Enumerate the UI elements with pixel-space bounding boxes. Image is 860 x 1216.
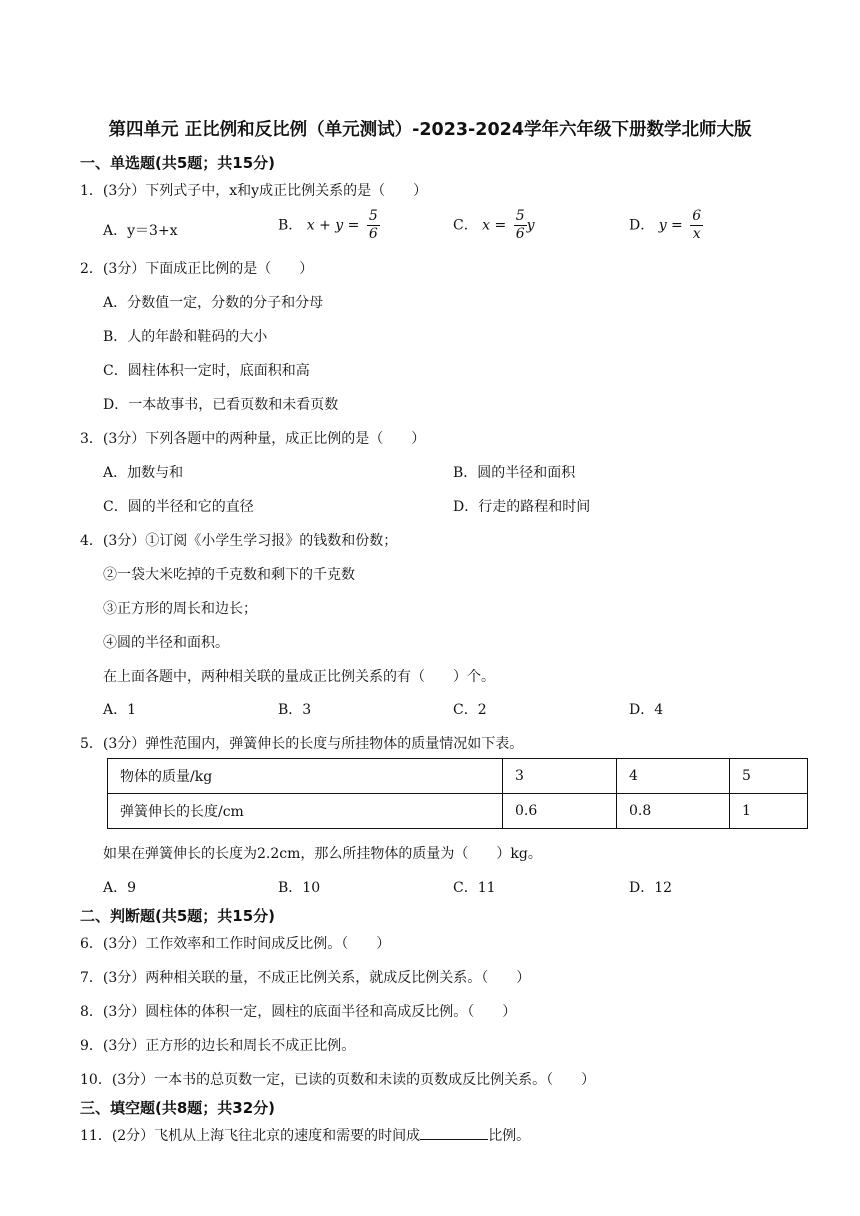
- q4-option-c[interactable]: C．2: [453, 702, 487, 718]
- fraction-denominator: 6: [515, 226, 525, 242]
- question-10: 10．(3分）一本书的总页数一定，已读的页数和未读的页数成反比例关系。（ ）: [80, 1072, 596, 1088]
- table-cell: 4: [617, 759, 730, 794]
- fraction-denominator: x: [692, 226, 701, 242]
- question-1-stem: 1．(3分）下列式子中，x和y成正比例关系的是（ ）: [80, 183, 428, 199]
- q5-option-b[interactable]: B．10: [278, 880, 321, 896]
- q4-item-3: ③正方形的周长和边长；: [103, 601, 257, 617]
- q5-question: 如果在弹簧伸长的长度为2.2cm，那么所挂物体的质量为（ ）kg。: [103, 846, 542, 862]
- q4-option-b[interactable]: B．3: [278, 702, 312, 718]
- q1-option-a-label: A．: [103, 223, 128, 239]
- q1-option-a-text: y＝3+x: [127, 223, 178, 239]
- q3-option-a[interactable]: A．加数与和: [103, 465, 184, 481]
- q1-option-c-fraction: [514, 208, 527, 243]
- q4-item-4: ④圆的半径和面积。: [103, 635, 229, 651]
- question-6: 6．(3分）工作效率和工作时间成反比例。（ ）: [80, 936, 391, 952]
- q4-item-2: ②一袋大米吃掉的千克数和剩下的千克数: [103, 567, 355, 583]
- question-5-stem: 5．(3分）弹性范围内，弹簧伸长的长度与所挂物体的质量情况如下表。: [80, 736, 524, 752]
- question-11-text-after: 比例。: [488, 1128, 531, 1144]
- q3-option-c[interactable]: C．圆的半径和它的直径: [103, 499, 254, 515]
- q2-option-d[interactable]: D．一本故事书，已看页数和未看页数: [103, 397, 339, 413]
- question-4-stem: 4．(3分）①订阅《小学生学习报》的钱数和份数；: [80, 533, 398, 549]
- q1-option-c-expr: x =: [482, 217, 507, 234]
- q4-question: 在上面各题中，两种相关联的量成正比例关系的有（ ）个。: [103, 669, 495, 685]
- section-heading-fill-in: 三、填空题(共8题；共32分): [80, 1099, 276, 1117]
- question-11: [80, 1125, 530, 1145]
- q1-option-b-fraction: [367, 208, 380, 243]
- question-7: 7．(3分）两种相关联的量，不成正比例关系，就成反比例关系。（ ）: [80, 970, 531, 986]
- question-11-text-before: 11．(2分）飞机从上海飞往北京的速度和需要的时间成: [80, 1128, 421, 1144]
- question-2-stem: 2．(3分）下面成正比例的是（ ）: [80, 261, 314, 277]
- q4-option-a[interactable]: A．1: [103, 702, 137, 718]
- q1-option-d-fraction: [690, 208, 703, 243]
- q3-option-d[interactable]: D．行走的路程和时间: [453, 499, 591, 515]
- question-3-stem: 3．(3分）下列各题中的两种量，成正比例的是（ ）: [80, 431, 426, 447]
- q1-option-c-label: C．: [453, 217, 478, 234]
- q3-option-b[interactable]: B．圆的半径和面积: [453, 465, 576, 481]
- table-cell: 物体的质量/kg: [108, 759, 503, 794]
- question-9: 9．(3分）正方形的边长和周长不成正比例。: [80, 1038, 356, 1054]
- table-row: [108, 794, 808, 829]
- table-cell: 0.6: [503, 794, 617, 829]
- fraction-numerator: 6: [692, 208, 702, 224]
- table-row: [108, 759, 808, 794]
- table-cell: 3: [503, 759, 617, 794]
- q2-option-b[interactable]: B．人的年龄和鞋码的大小: [103, 329, 268, 345]
- fraction-denominator: 6: [368, 226, 378, 242]
- section-heading-true-false: 二、判断题(共5题；共15分): [80, 907, 276, 925]
- q5-option-d[interactable]: D．12: [629, 880, 673, 896]
- q1-option-c[interactable]: [453, 208, 535, 243]
- fraction-numerator: 5: [368, 208, 378, 224]
- q1-option-d-label: D．: [629, 217, 655, 234]
- q1-option-a[interactable]: [103, 220, 178, 240]
- table-cell: 弹簧伸长的长度/cm: [108, 794, 503, 829]
- fraction-numerator: 5: [515, 208, 525, 224]
- question-8: 8．(3分）圆柱体的体积一定，圆柱的底面半径和高成反比例。（ ）: [80, 1004, 517, 1020]
- q1-option-c-tail: y: [526, 217, 535, 234]
- q5-option-c[interactable]: C．11: [453, 880, 496, 896]
- table-cell: 1: [730, 794, 808, 829]
- spring-data-table: [107, 758, 808, 829]
- q5-option-a[interactable]: A．9: [103, 880, 137, 896]
- table-cell: 0.8: [617, 794, 730, 829]
- q2-option-c[interactable]: C．圆柱体积一定时，底面积和高: [103, 363, 310, 379]
- answer-blank[interactable]: [420, 1125, 488, 1140]
- section-heading-single-choice: 一、单选题(共5题；共15分): [80, 154, 276, 172]
- q2-option-a[interactable]: A．分数值一定，分数的分子和分母: [103, 295, 324, 311]
- q1-option-b-label: B．: [278, 217, 303, 234]
- q1-option-d[interactable]: [629, 208, 703, 243]
- page-title: 第四单元 正比例和反比例（单元测试）-2023-2024学年六年级下册数学北师大版: [108, 120, 752, 140]
- q4-option-d[interactable]: D．4: [629, 702, 664, 718]
- q1-option-b[interactable]: [278, 208, 380, 243]
- q1-option-b-expr: x + y =: [306, 217, 360, 234]
- q1-option-d-expr: y =: [658, 217, 683, 234]
- table-cell: 5: [730, 759, 808, 794]
